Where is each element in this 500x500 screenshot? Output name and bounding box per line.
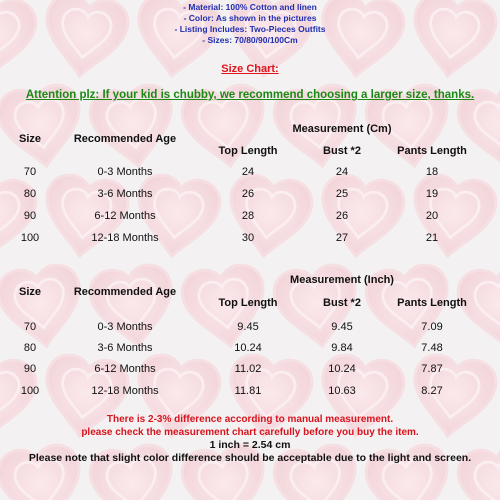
header-top-length: Top Length [218,297,278,309]
cell: 12-18 Months [91,232,159,244]
header-size: Size [18,286,42,298]
cell: 100 [20,232,40,244]
cell: 9.45 [237,321,259,333]
header-pants-length: Pants Length [397,297,467,309]
cell: 8.27 [421,385,443,397]
cell: 24 [335,166,349,178]
cell: 10.63 [328,385,356,397]
cell: 6-12 Months [94,210,156,222]
cell: 9.84 [331,342,353,354]
cell: 80 [23,342,37,354]
cell: 7.48 [421,342,443,354]
cell: 100 [20,385,40,397]
cell: 90 [23,210,37,222]
footer-notes [0,414,500,464]
header-age: Recommended Age [73,133,177,145]
product-features [0,2,500,46]
cell: 11.02 [234,363,262,375]
cell: 3-6 Months [97,342,153,354]
cell: 27 [335,232,349,244]
cell: 6-12 Months [94,363,156,375]
cell: 18 [425,166,439,178]
cell: 24 [241,166,255,178]
header-age: Recommended Age [73,286,177,298]
cell: 11.81 [234,385,262,397]
feature-sizes: - Sizes: 70/80/90/100Cm [202,35,298,45]
cell: 28 [241,210,255,222]
cell: 80 [23,188,37,200]
cell: 26 [241,188,255,200]
cell: 7.87 [421,363,443,375]
attention-note: Attention plz: If your kid is chubby, we recommend choosing a larger size, thanks. [25,89,475,101]
cell: 30 [241,232,255,244]
feature-color: - Color: As shown in the pictures [183,13,317,23]
cell: 19 [425,188,439,200]
cell: 10.24 [234,342,262,354]
cell: 0-3 Months [97,166,153,178]
cell: 20 [425,210,439,222]
header-size: Size [18,133,42,145]
cell: 3-6 Months [97,188,153,200]
cell: 25 [335,188,349,200]
cell: 9.45 [331,321,353,333]
cell: 0-3 Months [97,321,153,333]
cell: 12-18 Months [91,385,159,397]
cell: 26 [335,210,349,222]
measurement-difference-note: There is 2-3% difference according to manual measurement. [106,414,394,425]
feature-material: - Material: 100% Cotton and linen [183,2,317,12]
cell: 21 [425,232,439,244]
header-bust: Bust *2 [323,145,361,157]
cell: 90 [23,363,37,375]
cell: 7.09 [421,321,443,333]
cell: 10.24 [328,363,356,375]
header-pants-length: Pants Length [397,145,467,157]
feature-listing: - Listing Includes: Two-Pieces Outfits [174,24,326,34]
cell: 70 [23,166,37,178]
size-chart-title: Size Chart: [221,63,279,75]
inch-conversion-note: 1 inch = 2.54 cm [209,439,291,451]
cell: 70 [23,321,37,333]
measurement-label: Measurement (Cm) [292,123,392,135]
color-difference-note: Please note that slight color difference should be acceptable due to the light and screen. [28,451,472,464]
header-bust: Bust *2 [323,297,361,309]
measurement-label: Measurement (Inch) [290,274,394,286]
header-top-length: Top Length [218,145,278,157]
check-chart-note: please check the measurement chart carefully before you buy the item. [81,426,419,438]
